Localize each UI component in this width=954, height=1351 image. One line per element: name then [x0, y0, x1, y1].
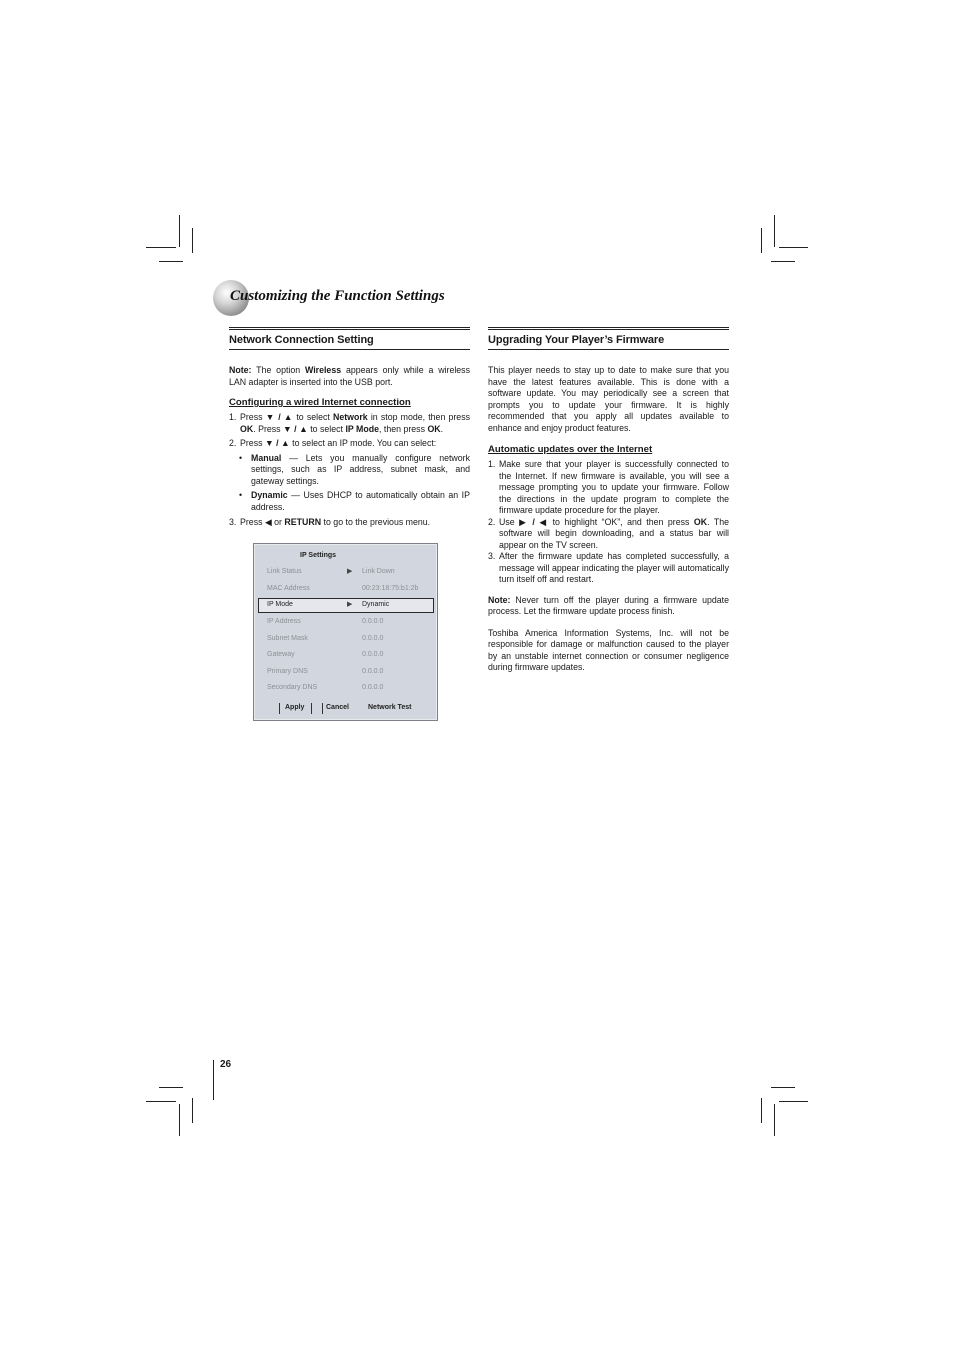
section-heading — [229, 327, 470, 350]
step-number: 2. — [488, 516, 496, 527]
crop-mark — [771, 1087, 795, 1088]
intro-paragraph: This player needs to stay up to date to make sure that you have the latest features available. This is done with a software update. You may periodically see a screen that prompts you to update your firmware. It is highly recommended that you apply all updates available to enhance and enjoy product features. — [488, 365, 729, 433]
crop-mark — [779, 247, 808, 248]
bullet-icon: • — [239, 490, 243, 500]
step-text: Press ◀ or RETURN to go to the previous menu. — [240, 517, 431, 527]
cancel-button[interactable]: Cancel — [322, 704, 349, 711]
crop-mark — [774, 1104, 775, 1136]
note-keyword: Wireless — [305, 365, 342, 375]
step-text: Make sure that your player is successfully connected to the Internet. If new firmware is available, you will see a message prompting you to update your firmware. Follow the directions in the update program to complete the firmware update procedure for the player. — [499, 459, 729, 515]
down-up-arrow-icon: ▼ / ▲ — [283, 423, 308, 434]
crop-mark — [159, 261, 183, 262]
step-2 — [229, 438, 470, 450]
crop-mark — [179, 1104, 180, 1136]
osd-row-subnet-mask: Subnet Mask 0.0.0.0 — [267, 635, 384, 642]
step-number: 3. — [488, 551, 496, 561]
page-number-bar — [213, 1060, 214, 1100]
right-column — [488, 327, 729, 674]
right-arrow-icon: ▶ — [347, 568, 353, 575]
crop-mark — [192, 1098, 193, 1123]
bullet-item: • Manual — Lets you manually configure network settings, such as IP address, subnet mask, and gateway settings. — [239, 452, 470, 486]
disclaimer-paragraph: Toshiba America Information Systems, Inc. will not be responsible for damage or malfunction caused to the player by an unstable internet connection or consumer negligence during firmware updates. — [488, 627, 729, 672]
crop-mark — [771, 261, 795, 262]
crop-mark — [779, 1101, 808, 1102]
subheading: Configuring a wired Internet connection — [229, 397, 411, 408]
ip-settings-screen — [253, 543, 438, 721]
note-paragraph — [488, 595, 729, 618]
left-arrow-icon: ◀ — [264, 517, 272, 527]
step-number: 1. — [488, 459, 496, 469]
osd-row-mac-address: MAC Address 00:23:18:75:b1:2b — [267, 585, 419, 592]
step-number: 3. — [229, 517, 237, 527]
step-number: 1. — [229, 412, 237, 422]
crop-mark — [192, 228, 193, 253]
step-2 — [488, 517, 729, 552]
step-text: Press ▼ / ▲ to select Network in stop mode, then press OK. Press ▼ / ▲ to select IP Mode, then press OK. — [240, 412, 471, 434]
osd-row-link-status: Link Status ▶ Link Down — [267, 568, 395, 575]
section-heading — [488, 327, 729, 350]
osd-row-primary-dns: Primary DNS 0.0.0.0 — [267, 668, 384, 675]
osd-row-ip-address: IP Address 0.0.0.0 — [267, 618, 384, 625]
crop-mark — [146, 1101, 176, 1102]
note-text: The option — [251, 365, 305, 375]
ip-settings-title: IP Settings — [300, 552, 337, 559]
step-1 — [229, 412, 470, 435]
note-text: Never turn off the player during a firmware update process. Let the firmware update process finish. — [488, 594, 729, 616]
page-number: 26 — [220, 1059, 232, 1070]
note-paragraph — [229, 365, 470, 388]
left-column — [229, 327, 470, 532]
note-label: Note: — [229, 365, 252, 375]
chapter-title: Customizing the Function Settings — [230, 288, 445, 304]
step-number: 2. — [229, 438, 237, 448]
osd-row-ip-mode[interactable]: IP Mode ▶ Dynamic — [258, 598, 434, 613]
section-heading-text: Network Connection Setting — [229, 334, 374, 346]
network-test-button[interactable]: Network Test — [368, 704, 412, 711]
subheading: Automatic updates over the Internet — [488, 444, 653, 455]
down-up-arrow-icon: ▼ / ▲ — [264, 438, 290, 448]
osd-row-secondary-dns: Secondary DNS 0.0.0.0 — [267, 684, 384, 691]
crop-mark — [146, 247, 176, 248]
bullet-icon: • — [239, 452, 243, 463]
right-arrow-icon: ▶ — [347, 601, 353, 608]
apply-button[interactable]: Apply — [279, 704, 304, 711]
crop-mark — [159, 1087, 183, 1088]
note-text: appears only while a wireless LAN adapter is inserted into the USB port. — [229, 365, 470, 387]
section-heading-text: Upgrading Your Player’s Firmware — [488, 334, 665, 346]
step-text: After the firmware update has completed successfully, a message will appear indicating the player will automatically turn itself off and restart. — [499, 551, 729, 584]
step-text: Press ▼ / ▲ to select an IP mode. You can select: — [240, 438, 437, 448]
bullet-list — [239, 453, 470, 514]
osd-row-gateway: Gateway 0.0.0.0 — [267, 651, 384, 658]
step-3 — [488, 551, 729, 586]
step-text: Use ▶ / ◀ to highlight “OK”, and then press OK. The software will begin downloading, and a status bar will appear on the TV screen. — [499, 516, 729, 550]
down-up-arrow-icon: ▼ / ▲ — [265, 412, 294, 422]
crop-mark — [179, 215, 180, 247]
crop-mark — [774, 215, 775, 247]
right-left-arrow-icon: ▶ / ◀ — [519, 516, 549, 527]
step-3 — [229, 517, 470, 529]
crop-mark — [761, 1098, 762, 1123]
step-1 — [488, 459, 729, 517]
crop-mark — [761, 228, 762, 253]
bullet-item: • Dynamic — Uses DHCP to automatically obtain an IP address. — [239, 490, 470, 512]
note-label: Note: — [488, 594, 511, 605]
